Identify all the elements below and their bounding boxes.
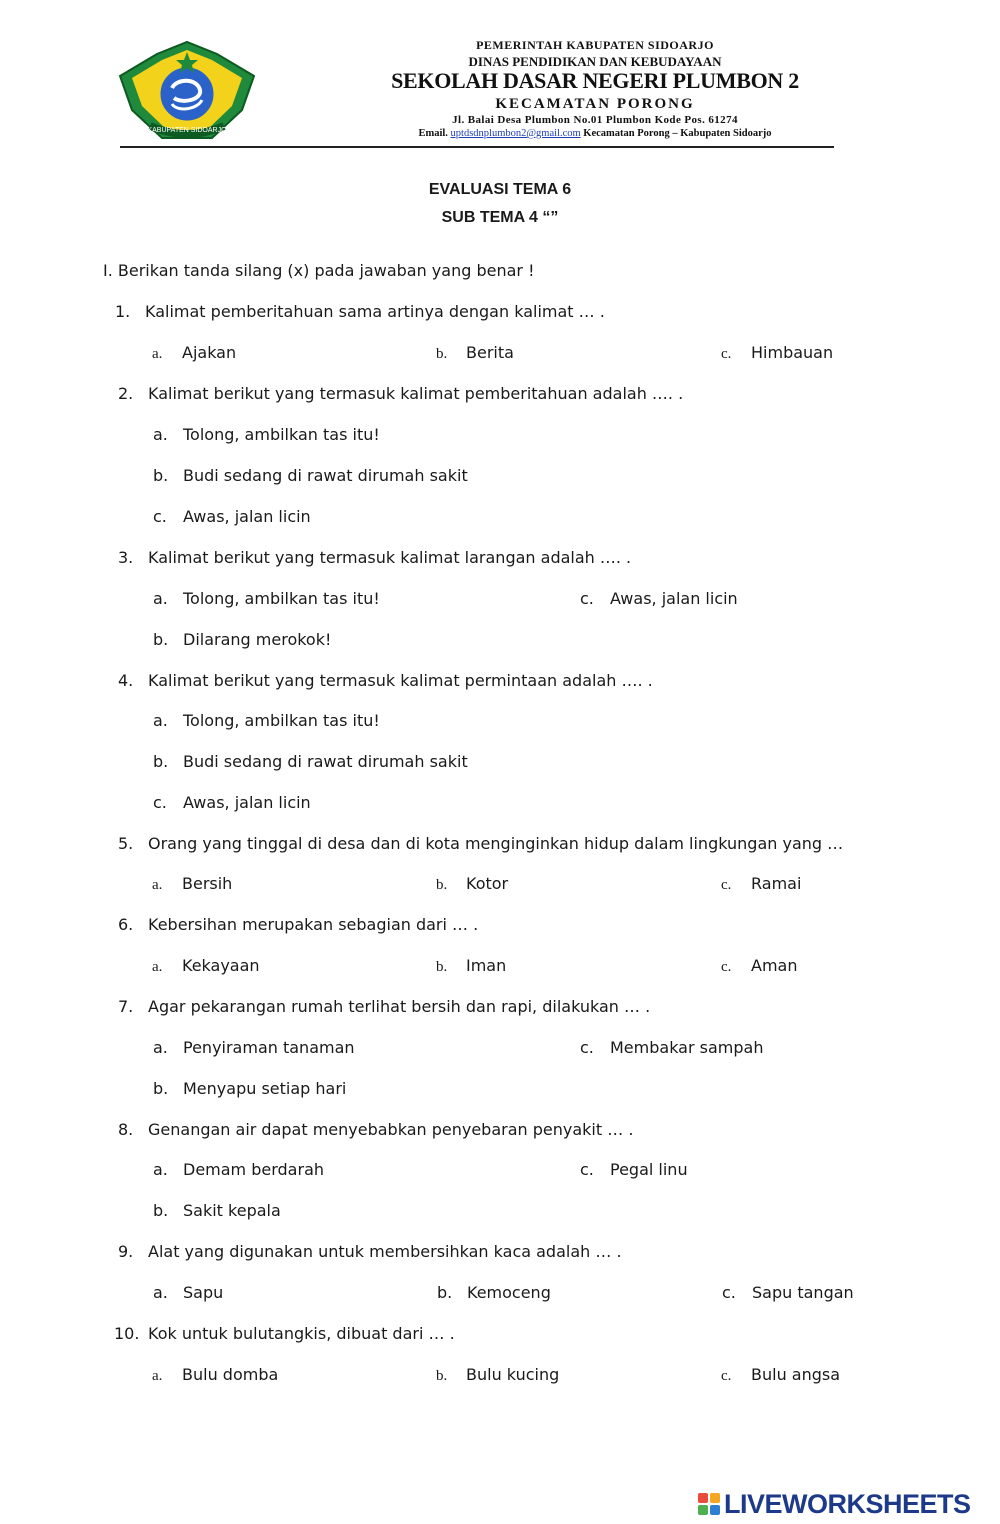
- option-text: Demam berdarah: [183, 1160, 325, 1179]
- page-subtitle: SUB TEMA 4 “”: [441, 209, 559, 226]
- option-text: Kotor: [466, 874, 509, 893]
- option-3c[interactable]: [580, 589, 738, 608]
- logo-square-green: [698, 1505, 708, 1515]
- letterhead-contact: [290, 128, 900, 139]
- option-label: b.: [437, 1283, 453, 1302]
- question-10: [114, 1324, 455, 1343]
- letterhead-address: Jl. Balai Desa Plumbon No.01 Plumbon Kode Pos. 61274: [452, 114, 738, 126]
- question-3: [118, 548, 631, 567]
- option-label: c.: [580, 1038, 594, 1057]
- question-4: [118, 671, 653, 690]
- option-label: b.: [153, 1079, 169, 1098]
- question-number: 3.: [118, 548, 134, 567]
- letterhead-department: DINAS PENDIDIKAN DAN KEBUDAYAAN: [468, 54, 722, 69]
- option-label: a.: [153, 589, 168, 608]
- logo-square-red: [698, 1493, 708, 1503]
- option-text: Bersih: [182, 874, 233, 893]
- question-6: [118, 915, 478, 934]
- option-text: Dilarang merokok!: [183, 630, 332, 649]
- option-7c[interactable]: [580, 1038, 763, 1057]
- liveworksheets-wordmark: LIVEWORKSHEETS: [724, 1488, 971, 1519]
- option-label: a.: [152, 1368, 163, 1384]
- letterhead-school-name: SEKOLAH DASAR NEGERI PLUMBON 2: [391, 68, 799, 93]
- option-text: Awas, jalan licin: [610, 589, 738, 608]
- question-number: 9.: [118, 1242, 134, 1261]
- question-number: 2.: [118, 384, 134, 403]
- option-3b[interactable]: [153, 630, 331, 649]
- option-text: Sapu tangan: [752, 1283, 854, 1302]
- option-label: a.: [152, 346, 163, 362]
- option-6c[interactable]: [721, 956, 797, 976]
- question-2: [118, 384, 683, 403]
- liveworksheets-brand[interactable]: [698, 1488, 971, 1520]
- question-text: Kok untuk bulutangkis, dibuat dari … .: [148, 1324, 455, 1343]
- option-label: b.: [436, 346, 448, 362]
- option-label: b.: [436, 877, 448, 893]
- question-number: 1.: [115, 302, 131, 321]
- option-label: c.: [721, 877, 732, 893]
- question-number: 10.: [114, 1324, 140, 1343]
- option-10c[interactable]: [721, 1365, 840, 1385]
- question-text: Alat yang digunakan untuk membersihkan kaca adalah … .: [148, 1242, 622, 1261]
- option-text: Tolong, ambilkan tas itu!: [183, 711, 380, 730]
- option-label: c.: [580, 589, 594, 608]
- option-text: Kekayaan: [182, 956, 260, 975]
- option-text: Awas, jalan licin: [183, 793, 311, 812]
- option-text: Sakit kepala: [183, 1201, 281, 1220]
- option-1a[interactable]: [152, 343, 236, 363]
- option-label: c.: [153, 507, 167, 526]
- option-text: Budi sedang di rawat dirumah sakit: [183, 752, 468, 771]
- option-8b[interactable]: [153, 1201, 281, 1220]
- question-text: Orang yang tinggal di desa dan di kota menginginkan hidup dalam lingkungan yang …: [148, 834, 844, 853]
- question-8: [118, 1120, 633, 1139]
- option-text: Berita: [466, 343, 514, 362]
- page-title: EVALUASI TEMA 6: [428, 181, 572, 198]
- letterhead-district: KECAMATAN PORONG: [495, 96, 695, 112]
- option-text: Ramai: [751, 874, 802, 893]
- option-7a[interactable]: [153, 1038, 355, 1057]
- option-text: Tolong, ambilkan tas itu!: [183, 425, 380, 444]
- email-link[interactable]: uptdsdnplumbon2@gmail.com: [450, 128, 581, 139]
- option-9c[interactable]: [722, 1283, 854, 1302]
- liveworksheets-logo-icon: [698, 1493, 720, 1515]
- option-2a[interactable]: [153, 425, 380, 444]
- instruction: I. Berikan tanda silang (x) pada jawaban yang benar !: [103, 261, 535, 280]
- option-label: c.: [721, 1368, 732, 1384]
- question-9: [118, 1242, 622, 1261]
- option-label: c.: [721, 346, 732, 362]
- option-text: Aman: [751, 956, 798, 975]
- option-text: Penyiraman tanaman: [183, 1038, 355, 1057]
- option-2c[interactable]: [153, 507, 311, 526]
- question-5: [118, 834, 843, 853]
- option-label: a.: [153, 711, 168, 730]
- option-9b[interactable]: [437, 1283, 551, 1302]
- option-text: Tolong, ambilkan tas itu!: [183, 589, 380, 608]
- question-text: Genangan air dapat menyebabkan penyebaran penyakit … .: [148, 1120, 634, 1139]
- option-label: b.: [153, 630, 169, 649]
- option-8a[interactable]: [153, 1160, 324, 1179]
- option-text: Himbauan: [751, 343, 834, 362]
- emblem-caption: KABUPATEN SIDOARJO: [147, 127, 227, 134]
- option-label: a.: [153, 1160, 168, 1179]
- option-label: c.: [153, 793, 167, 812]
- option-label: c.: [580, 1160, 594, 1179]
- option-text: Awas, jalan licin: [183, 507, 311, 526]
- option-2b[interactable]: [153, 466, 468, 485]
- option-4c[interactable]: [153, 793, 311, 812]
- question-text: Kebersihan merupakan sebagian dari … .: [148, 915, 479, 934]
- question-number: 8.: [118, 1120, 134, 1139]
- option-1c[interactable]: [721, 343, 833, 363]
- option-label: c.: [721, 959, 732, 975]
- option-label: b.: [153, 1201, 169, 1220]
- option-text: Iman: [466, 956, 507, 975]
- question-number: 6.: [118, 915, 134, 934]
- option-8c[interactable]: [580, 1160, 688, 1179]
- letterhead-government: PEMERINTAH KABUPATEN SIDOARJO: [476, 38, 714, 52]
- option-label: a.: [152, 959, 163, 975]
- option-label: a.: [152, 877, 163, 893]
- option-label: a.: [153, 1283, 168, 1302]
- option-label: b.: [153, 752, 169, 771]
- option-label: c.: [722, 1283, 736, 1302]
- option-9a[interactable]: [153, 1283, 223, 1302]
- question-text: Agar pekarangan rumah terlihat bersih dan rapi, dilakukan … .: [148, 997, 651, 1016]
- question-7: [118, 997, 650, 1016]
- option-6a[interactable]: [152, 956, 260, 976]
- question-text: Kalimat pemberitahuan sama artinya dengan kalimat … .: [145, 302, 605, 321]
- letterhead-divider: [120, 146, 834, 148]
- email-suffix: Kecamatan Porong – Kabupaten Sidoarjo: [583, 128, 772, 139]
- option-7b[interactable]: [153, 1079, 346, 1098]
- option-1b[interactable]: [436, 343, 514, 363]
- option-5c[interactable]: [721, 874, 801, 894]
- option-text: Pegal linu: [610, 1160, 688, 1179]
- option-label: b.: [436, 959, 448, 975]
- option-text: Kemoceng: [467, 1283, 551, 1302]
- question-1: [115, 302, 605, 321]
- option-label: a.: [153, 1038, 168, 1057]
- email-label: Email.: [418, 128, 448, 139]
- option-6b[interactable]: [436, 956, 506, 976]
- option-text: Bulu kucing: [466, 1365, 560, 1384]
- option-text: Budi sedang di rawat dirumah sakit: [183, 466, 468, 485]
- option-10a[interactable]: [152, 1365, 278, 1385]
- option-3a[interactable]: [153, 589, 380, 608]
- option-4a[interactable]: [153, 711, 380, 730]
- option-text: Menyapu setiap hari: [183, 1079, 347, 1098]
- question-text: Kalimat berikut yang termasuk kalimat pemberitahuan adalah …. .: [148, 384, 684, 403]
- option-text: Ajakan: [182, 343, 237, 362]
- option-text: Membakar sampah: [610, 1038, 764, 1057]
- option-label: b.: [436, 1368, 448, 1384]
- question-number: 7.: [118, 997, 134, 1016]
- logo-square-orange: [710, 1493, 720, 1503]
- option-5b[interactable]: [436, 874, 508, 894]
- option-4b[interactable]: [153, 752, 468, 771]
- option-text: Bulu angsa: [751, 1365, 841, 1384]
- question-number: 5.: [118, 834, 134, 853]
- question-text: Kalimat berikut yang termasuk kalimat larangan adalah …. .: [148, 548, 632, 567]
- sidoarjo-regency-emblem: [112, 38, 262, 148]
- option-label: b.: [153, 466, 169, 485]
- option-5a[interactable]: [152, 874, 232, 894]
- option-label: a.: [153, 425, 168, 444]
- question-number: 4.: [118, 671, 134, 690]
- option-text: Bulu domba: [182, 1365, 279, 1384]
- option-text: Sapu: [183, 1283, 224, 1302]
- question-text: Kalimat berikut yang termasuk kalimat permintaan adalah …. .: [148, 671, 653, 690]
- option-10b[interactable]: [436, 1365, 559, 1385]
- logo-square-blue: [710, 1505, 720, 1515]
